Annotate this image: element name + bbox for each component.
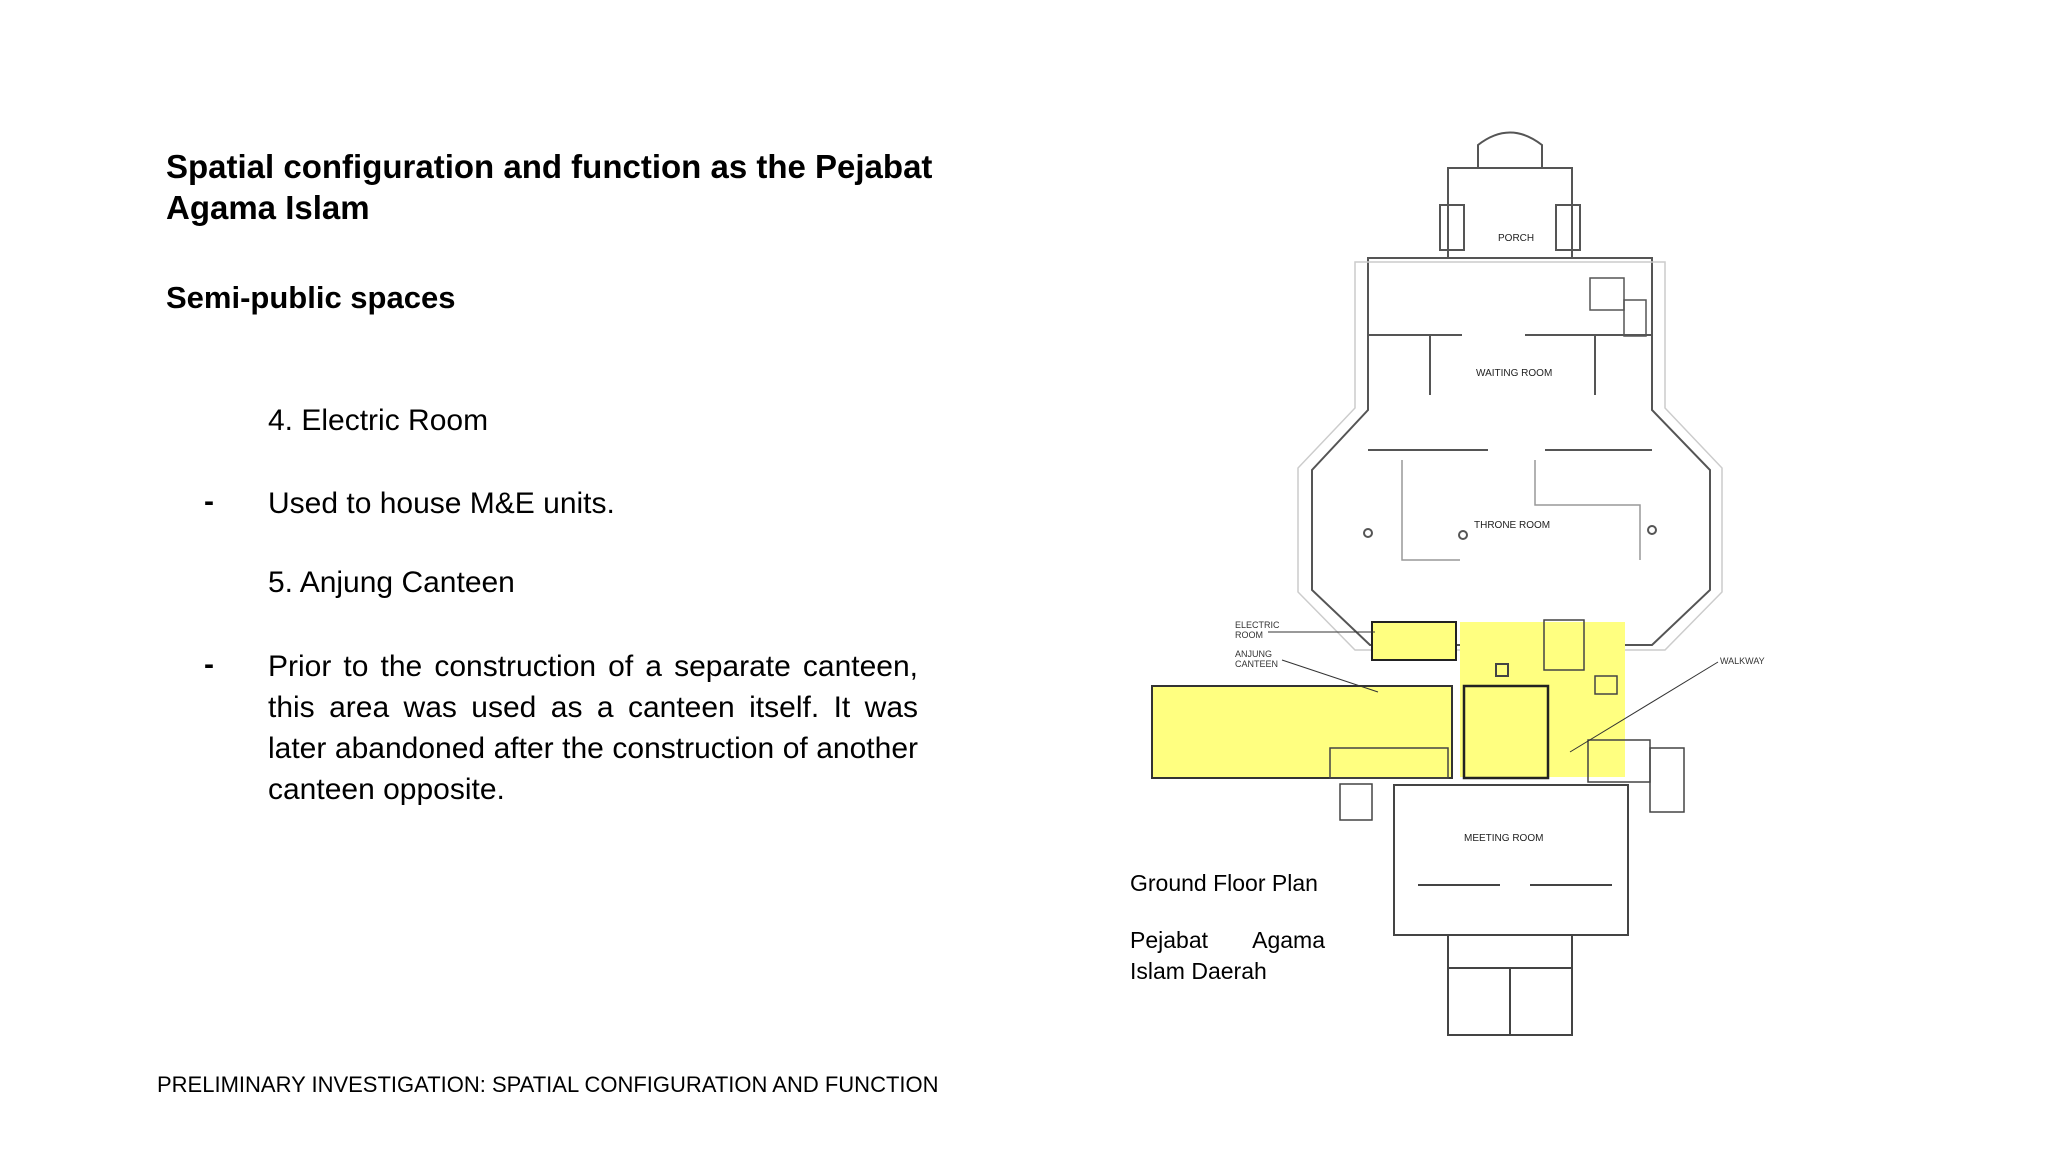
porch-wall	[1448, 168, 1572, 258]
column-dot	[1648, 526, 1656, 534]
section-subtitle: Semi-public spaces	[166, 280, 456, 315]
page-title: Spatial configuration and function as the Pejabat Agama Islam	[166, 148, 933, 226]
item-description-anjung-canteen: Prior to the construction of a separate canteen, this area was used as a canteen itself. It was later abandoned after the construction of another canteen opposite.	[268, 650, 918, 806]
walkway-highlight	[1460, 622, 1625, 777]
porch-column	[1440, 205, 1464, 250]
callout-electric-room-2: ROOM	[1235, 630, 1263, 640]
callout-anjung-canteen-2: CANTEEN	[1235, 659, 1279, 669]
room-label-waiting-room: WAITING ROOM	[1476, 368, 1553, 379]
electric-room-highlight	[1372, 622, 1456, 660]
main-hall-outline	[1312, 258, 1710, 645]
column-dot	[1459, 531, 1467, 539]
item-title-electric-room: 4. Electric Room	[268, 404, 489, 437]
stair	[1624, 300, 1646, 336]
callout-anjung-canteen-1: ANJUNG	[1235, 649, 1273, 659]
plan-caption: Pejabat Agama Islam Daerah	[1130, 927, 1325, 984]
room-label-porch: PORCH	[1498, 233, 1535, 244]
item-description-electric-room: Used to house M&E units.	[268, 487, 615, 520]
highlighted-areas	[1152, 622, 1625, 778]
bullet-marker: -	[204, 648, 214, 681]
porch-column	[1556, 205, 1580, 250]
partition	[1535, 460, 1640, 560]
partition	[1402, 460, 1460, 560]
stair	[1340, 784, 1372, 820]
anjung-canteen-highlight	[1152, 686, 1452, 778]
item-title-anjung-canteen: 5. Anjung Canteen	[268, 566, 515, 599]
plan-label: Ground Floor Plan	[1130, 870, 1318, 896]
callout-walkway: WALKWAY	[1720, 656, 1765, 666]
stair	[1590, 278, 1624, 310]
ground-floor-plan	[1140, 125, 1780, 1045]
room-label-throne-room: THRONE ROOM	[1474, 520, 1551, 531]
stair	[1650, 748, 1684, 812]
porch-dome	[1478, 133, 1542, 169]
footer-text: PRELIMINARY INVESTIGATION: SPATIAL CONFIGURATION AND FUNCTION	[157, 1072, 939, 1097]
column-dot	[1364, 529, 1372, 537]
meeting-room-wall	[1394, 785, 1628, 935]
room-label-meeting-room: MEETING ROOM	[1464, 833, 1544, 844]
bullet-marker: -	[204, 485, 214, 518]
callout-electric-room-1: ELECTRIC	[1235, 620, 1280, 630]
main-hall-outer-line	[1298, 262, 1722, 650]
